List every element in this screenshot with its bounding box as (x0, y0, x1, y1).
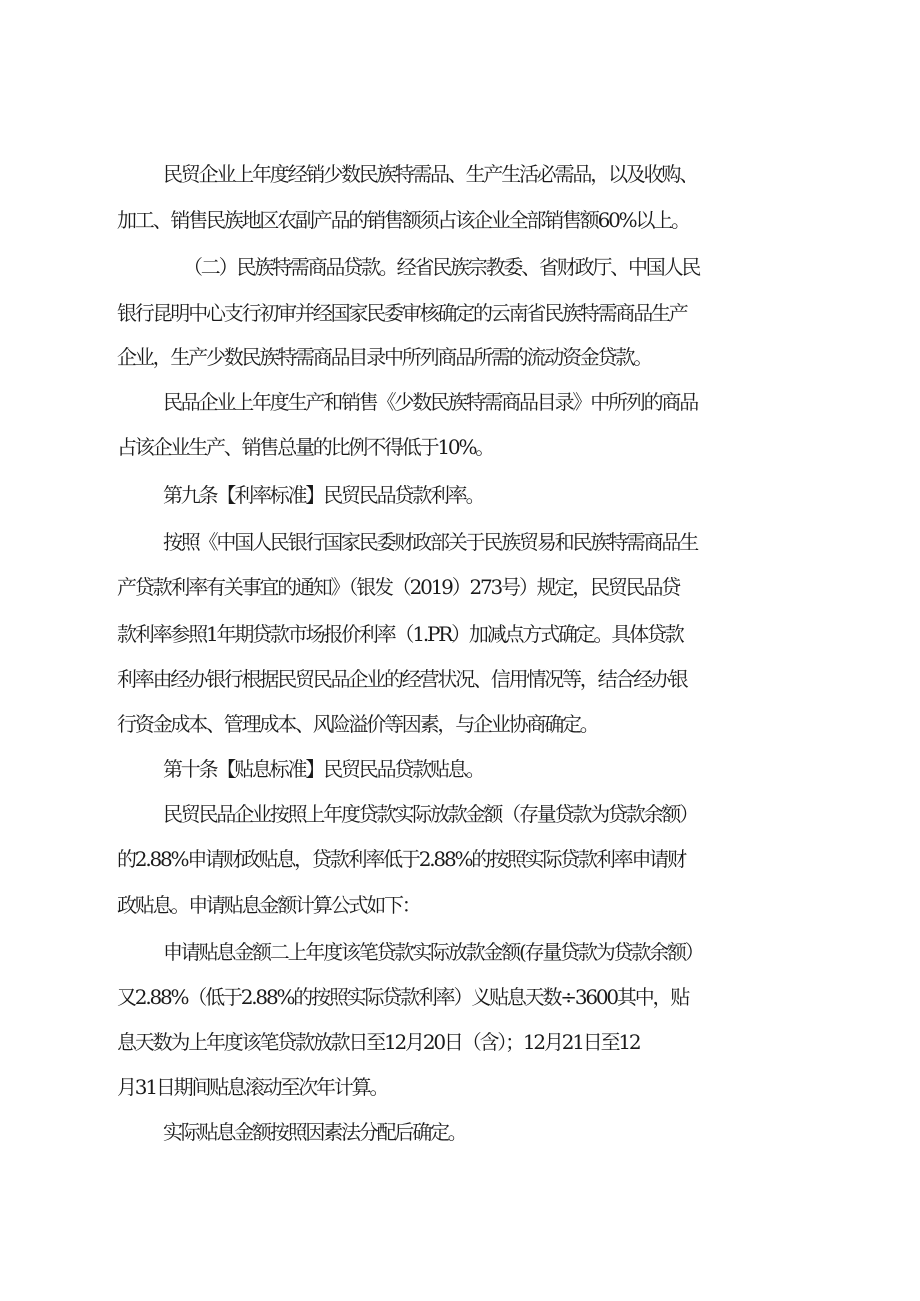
text-line: 企业，生产少数民族特需商品目录中所列商品所需的流动资金贷款。 (117, 345, 651, 369)
text-line: 政贴息。申请贴息金额计算公式如下： (117, 893, 420, 917)
text-line: 息天数为上年度该笔贷款放款日至12月20日（含）；12月21日至12 (117, 1030, 640, 1054)
text-line: 行资金成本、管理成本、风险溢价等因素，与企业协商确定。 (117, 712, 598, 736)
text-line: 民品企业上年度生产和销售《少数民族特需商品目录》中所列的商品 (163, 390, 697, 414)
text-line: （二）民族特需商品贷款。经省民族宗教委、省财政厅、中国人民 (183, 255, 700, 279)
text-line: 占该企业生产、销售总量的比例不得低于10%。 (117, 435, 494, 459)
text-line: 申请贴息金额二上年度该笔贷款实际放款金额(存量贷款为贷款余额） (163, 940, 703, 964)
text-line: 实际贴息金额按照因素法分配后确定。 (163, 1120, 466, 1144)
text-line: 月31日期间贴息滚动至次年计算。 (117, 1075, 388, 1099)
section-heading: 第九条【利率标准】民贸民品贷款利率。 (163, 483, 484, 507)
text-line: 民贸民品企业按照上年度贷款实际放款金额（存量贷款为贷款余额） (163, 802, 697, 826)
text-line: 又2.88%（低于2.88%的按照实际贷款利率）义贴息天数÷3600其中，贴 (117, 985, 689, 1009)
section-heading: 第十条【贴息标准】民贸民品贷款贴息。 (163, 757, 484, 781)
text-line: 民贸企业上年度经销少数民族特需品、生产生活必需品，以及收购、 (163, 162, 697, 186)
text-line: 产贷款利率有关事宜的通知》（银发（2019）273号）规定，民贸民品贷 (117, 575, 680, 599)
text-line: 银行昆明中心支行初审并经国家民委审核确定的云南省民族特需商品生产 (117, 301, 687, 325)
text-line: 利率由经办银行根据民贸民品企业的经营状况、信用情况等，结合经办银 (117, 667, 687, 691)
text-line: 款利率参照1年期贷款市场报价利率（1.PR）加减点方式确定。具体贷款 (117, 622, 683, 646)
text-line: 加工、销售民族地区农副产品的销售额须占该企业全部销售额60%以上。 (117, 208, 689, 232)
text-line: 的2.88%申请财政贴息，贷款利率低于2.88%的按照实际贷款利率申请财 (117, 847, 685, 871)
text-line: 按照《中国人民银行国家民委财政部关于民族贸易和民族特需商品生 (163, 530, 697, 554)
